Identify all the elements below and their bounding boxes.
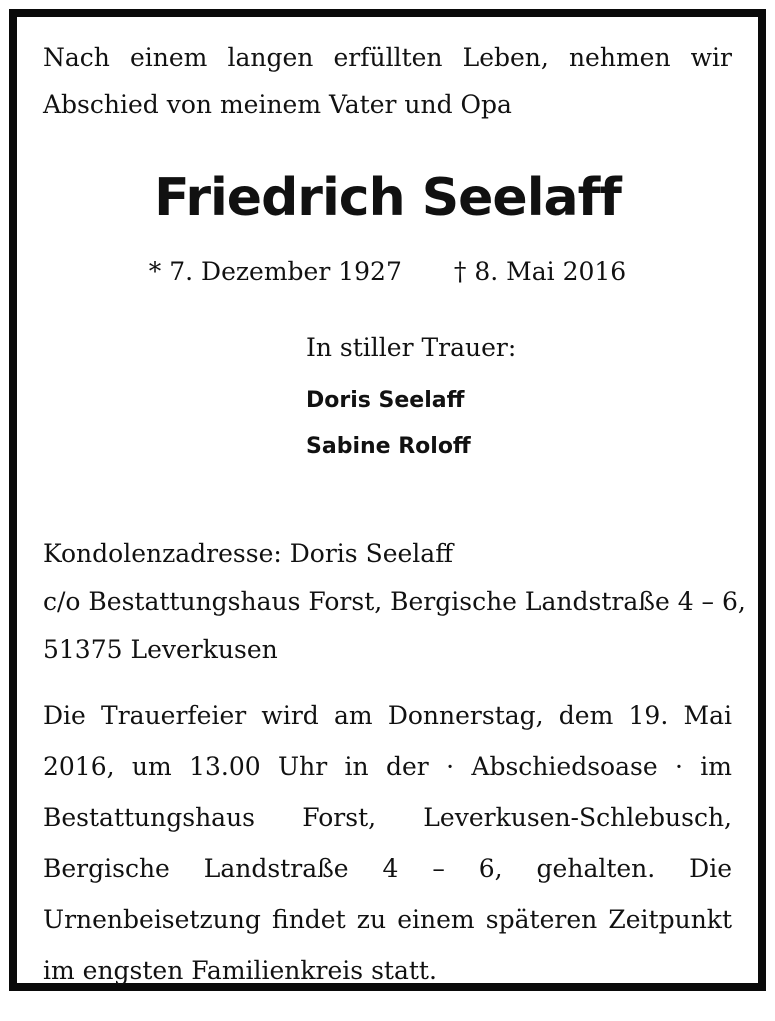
ceremony-text: Die Trauerfeier wird am Donnerstag, dem 19. Mai 2016, um 13.00 Uhr in der · Abschiedsoase · im Bestattungshaus Forst, Leverkusen-Schlebusch, Bergische Landstraße 4 – 6, gehalten. Die Urnenbeisetzung findet zu einem späteren Zeitpunkt im engsten Familienkreis statt. — [43, 701, 732, 985]
mourner-name: Sabine Roloff — [306, 434, 471, 459]
address-line: Kondolenzadresse: Doris Seelaff — [43, 539, 453, 568]
address-line: 51375 Leverkusen — [43, 635, 278, 664]
mourners-block — [306, 332, 732, 470]
condolence-address — [43, 530, 746, 674]
mourner-name: Doris Seelaff — [306, 388, 465, 413]
address-line: c/o Bestattungshaus Forst, Bergische Landstraße 4 – 6, — [43, 587, 746, 616]
mourners-label: In stiller Trauer: — [306, 333, 517, 362]
death-date: † 8. Mai 2016 — [453, 257, 627, 286]
life-dates — [43, 256, 732, 288]
obituary-notice — [43, 34, 746, 1021]
intro-text: Nach einem langen erfüllten Leben, nehmen wir Abschied von meinem Vater und Opa — [43, 43, 732, 119]
birth-date: * 7. Dezember 1927 — [148, 257, 402, 286]
deceased-name: Friedrich Seelaff — [154, 168, 621, 228]
